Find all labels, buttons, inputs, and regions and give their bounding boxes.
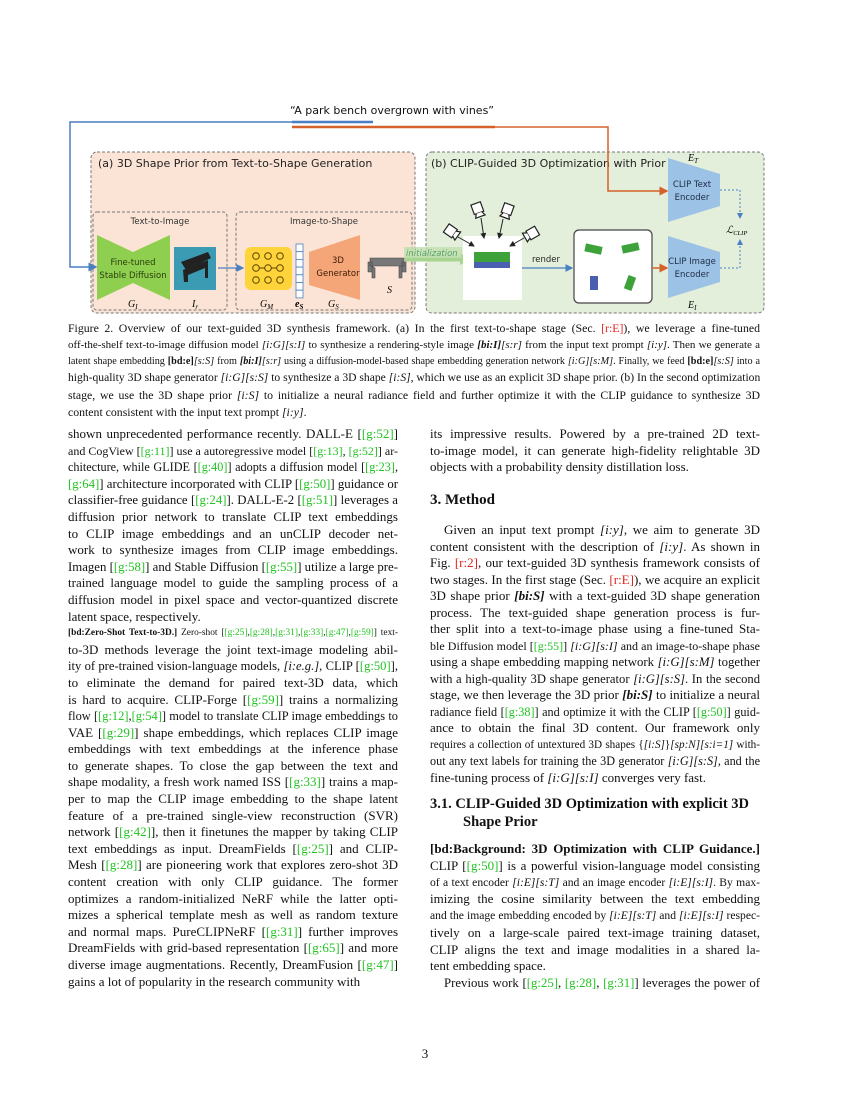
text-line: to CLIP image embeddings and an unCLIP decoder net- xyxy=(68,525,398,541)
citation-link[interactable]: [g:65] xyxy=(307,940,340,956)
text-line: embeddings with text embeddings at the inference phase xyxy=(68,741,398,757)
citation-link[interactable]: [g:29] xyxy=(102,724,135,740)
text-line: DreamFields with grid-based representation [[g:65]] and more xyxy=(68,940,398,956)
inline-math: [s:S] xyxy=(693,754,718,768)
text-line: 3D shape prior [bi:S] with a text-guided 3D shape generation xyxy=(430,588,760,603)
inline-math: [s:i=1] xyxy=(700,738,734,751)
inline-math: [s:S] xyxy=(659,671,685,686)
label-gi: $G_I$ xyxy=(128,299,138,311)
figure-2-diagram xyxy=(0,0,850,320)
citation-link[interactable]: [g:50] xyxy=(299,476,331,491)
text-line: process. The text-guided shape generation process is fur- xyxy=(430,604,760,620)
text-line: using a shape embedding mapping network [i:G][s:M] together xyxy=(430,655,760,669)
text-line: latent shape embedding [bd:e][s:S] from [bi:I][s:r] using a diffusion-model-based shape embedding generation network [i:G][s:M]. Finally, we feed [bd:e][s:S] into a xyxy=(68,355,760,367)
text-line: two stages. In the first stage (Sec. [r:E]), we acquire an explicit xyxy=(430,571,760,587)
inline-math: [bi:S] xyxy=(622,687,653,702)
inline-math: [s:I] xyxy=(691,875,714,889)
text-line: and normal maps. PureCLIPNeRF [[g:31]] further improves xyxy=(68,923,398,939)
citation-link[interactable]: [g:55] xyxy=(533,638,564,653)
label-ei: $E_I$ xyxy=(688,300,697,312)
text-line: [bd:Zero-Shot Text-to-3D.] Zero-shot [[g:25],[g:28],[g:31],[g:33],[g:47],[g:59]] text- xyxy=(68,628,398,639)
inline-math: [i:G] xyxy=(261,338,286,351)
citation-link[interactable]: [g:42] xyxy=(119,824,151,840)
inline-math: [s:S] xyxy=(713,355,734,367)
inline-math: [s:S] xyxy=(245,371,269,385)
text-line: optimizes a random-initialized NeRF while the latter opti- xyxy=(68,890,398,906)
clip-image-encoder-label: Encoder xyxy=(674,270,710,280)
clip-text-encoder-label: Encoder xyxy=(674,193,710,203)
fine-tuned-label: Fine-tuned xyxy=(110,258,156,268)
text-line: to-image model, it can generate high-fidelity relightable 3D xyxy=(430,442,760,458)
inline-math: [bd:Zero-Shot Text-to-3D.] xyxy=(68,628,178,639)
inline-math: [i:E] xyxy=(679,909,703,922)
text-line: its impressive results. Powered by a pre-trained 2D text- xyxy=(430,426,760,441)
citation-link[interactable]: [g:40] xyxy=(197,460,228,475)
inline-math: [i:G] xyxy=(220,371,246,385)
text-line: feature of a pre-trained single-view reconstruction (SVR) xyxy=(68,807,398,823)
citation-link[interactable]: [g:25] xyxy=(526,976,559,990)
text-line: tent embedding space. xyxy=(430,958,546,974)
panel-a-title: (a) 3D Shape Prior from Text-to-Shape Generation xyxy=(98,157,373,170)
text-line: of a text encoder [i:E][s:T] and an image encoder [i:E][s:I]. By max- xyxy=(430,875,760,889)
label-et: $E_T$ xyxy=(688,153,699,165)
inline-math: [i:G] xyxy=(570,638,596,653)
text-line: CLIP [[g:50]] is a powerful vision-language model consisting xyxy=(430,857,760,873)
section-heading-3-1-cont: Shape Prior xyxy=(463,814,538,830)
text-line: latent space, respectively. xyxy=(68,608,201,624)
text-line: high-quality 3D shape generator [i:G][s:S] to synthesize a 3D shape [i:S], which we use as an explicit 3D shape prior. (b) In the second optimization xyxy=(68,371,760,385)
inline-math: [s:T] xyxy=(535,875,560,889)
inline-math: [i:E] xyxy=(668,875,692,889)
text-line: to-3D methods leverage the joint text-image modeling abil- xyxy=(68,641,398,657)
text-line: work to synthesize images from CLIP image embeddings. xyxy=(68,542,398,558)
shape-embedding-vector xyxy=(296,244,303,298)
previous-work-paragraph xyxy=(430,975,760,992)
text-line: VAE [[g:29]] shape embeddings, which replaces CLIP image xyxy=(68,724,398,740)
page-number: 3 xyxy=(421,1046,429,1061)
label-lclip: ℒ$_{CLIP}$ xyxy=(726,225,748,237)
panel-b-title: (b) CLIP-Guided 3D Optimization with Prior xyxy=(431,157,666,170)
text-line: chitecture, while GLIDE [[g:40]] adopts a diffusion model [[g:23], xyxy=(68,460,398,475)
text-line: requires a collection of untextured 3D shapes {[i:S]}[sp:N][s:i=1] with- xyxy=(430,738,760,751)
text-line: and CogView [[g:11]] use a autoregressive model [[g:13], [g:52]] ar- xyxy=(68,443,398,458)
text-line: flow [[g:12],[g:54]] model to translate CLIP image embeddings to xyxy=(68,709,398,724)
citation-link[interactable]: [g:28] xyxy=(105,857,138,873)
text-line: trained language model to guide the sampling process of a xyxy=(68,575,398,591)
text-line: imizing the cosine similarity between the text embedding xyxy=(430,891,760,907)
method-paragraph xyxy=(430,522,760,786)
inline-math: [i:G] xyxy=(667,754,694,768)
rendered-views-box xyxy=(574,230,652,303)
text-line: tively on a large-scale paired text-image training dataset, xyxy=(430,924,760,940)
citation-link[interactable]: [g:50] xyxy=(466,857,499,873)
section-heading-3-1: 3.1. CLIP-Guided 3D Optimization with explicit 3D xyxy=(430,796,750,812)
text-line xyxy=(430,841,760,858)
inline-math: [bi:I] xyxy=(477,338,502,351)
citation-link[interactable]: [g:51] xyxy=(301,493,334,508)
text-line: Fig. [r:2], our text-guided 3D synthesis framework consists of xyxy=(430,555,760,570)
inline-math: [s:I] xyxy=(702,909,724,922)
citation-link[interactable]: [g:59] xyxy=(247,691,279,707)
inline-math: [i:G] xyxy=(633,671,660,686)
citation-link[interactable]: [g:58] xyxy=(113,559,146,574)
inline-math: [bd:e] xyxy=(687,355,714,367)
inline-math: [s:I] xyxy=(285,338,306,351)
citation-link[interactable]: [g:31] xyxy=(275,628,298,639)
3d-label: 3D xyxy=(332,256,344,266)
text-line: ance to obtain the final 3D content. Our framework only xyxy=(430,720,760,735)
text-line: shape modality, a fresh work named ISS [[g:33]] trains a map- xyxy=(68,774,398,790)
background-paragraph xyxy=(430,841,760,975)
text-line: ity of pre-trained vision-language models, [i:e.g.], CLIP [[g:50]], xyxy=(68,659,398,674)
text-line: content consistent with the description of [i:y]. As shown in xyxy=(430,538,760,554)
citation-link[interactable]: [g:11] xyxy=(140,443,170,458)
inline-math: [i:S] xyxy=(388,371,411,385)
text-line: text embeddings as input. DreamFields [[g:25]] and CLIP- xyxy=(68,840,398,856)
render-label: render xyxy=(531,255,561,265)
citation-link[interactable]: [g:31] xyxy=(603,976,635,990)
inline-math: [i:G] xyxy=(657,655,685,669)
cross-reference-link[interactable]: [r:2] xyxy=(454,555,478,570)
citation-link[interactable]: [g:50] xyxy=(696,704,727,719)
text-line: is hard to acquire. CLIP-Forge [[g:59]] trains a normalizing xyxy=(68,691,398,707)
clip-image-label: CLIP Image xyxy=(668,257,716,267)
stable-diffusion-label: Stable Diffusion xyxy=(99,271,167,281)
text-line: diffusion prior network to translate CLIP text embeddings xyxy=(68,508,398,524)
text-line: with a high-quality 3D shape generator [i:G][s:S]. In the second xyxy=(430,671,760,686)
text-line: ther split into a text-to-image phase using a fine-tuned Sta- xyxy=(430,621,760,636)
label-gs: $G_S$ xyxy=(328,299,339,311)
text-line: ble Diffusion model [[g:55]] [i:G][s:I] and an image-to-shape phase xyxy=(430,638,760,653)
text-line: Mesh [[g:28]] are pioneering work that explores zero-shot 3D xyxy=(68,857,398,873)
inline-math: [i:G] xyxy=(547,769,575,785)
section-heading-method: 3. Method xyxy=(430,492,495,508)
text-line: diffusion model in pixel space and vector-quantized discrete xyxy=(68,591,398,607)
citation-link[interactable]: [g:24] xyxy=(195,493,227,508)
citation-link[interactable]: [g:12] xyxy=(98,709,129,724)
text-line: [g:64]] architecture incorporated with CLIP [[g:50]] guidance or xyxy=(68,476,398,491)
citation-link[interactable]: [g:31] xyxy=(265,923,298,939)
text-line: mizes a spherical template mesh as well as random texture xyxy=(68,907,398,923)
text-prompt: “A park bench overgrown with vines” xyxy=(289,104,495,117)
citation-link[interactable]: [g:52] xyxy=(348,443,378,458)
text-line: gains a lot of popularity in the research community with xyxy=(68,973,361,989)
figure-caption xyxy=(68,320,760,421)
generator-label: Generator xyxy=(316,269,360,279)
text-line: CLIP aligns the text and image modalities in a shared la- xyxy=(430,941,760,957)
inline-math: [s:M] xyxy=(684,655,715,669)
text-line: objects with a probability density distillation loss. xyxy=(430,459,689,474)
citation-link[interactable]: [g:59] xyxy=(350,628,374,639)
cross-reference-link[interactable]: [r:E] xyxy=(609,571,634,587)
clip-text-label: CLIP Text xyxy=(672,180,712,190)
vine-bench-base xyxy=(474,262,510,268)
inline-math: [i:S] xyxy=(643,738,665,751)
text-line: classifier-free guidance [[g:24]]. DALL-E-2 [[g:51]] leverages a xyxy=(68,493,398,508)
inline-math: [i:G] xyxy=(567,355,590,367)
text-line: to generate shapes. To close the gap between the text and xyxy=(68,757,398,773)
text-line: radiance field [[g:38]] and optimize it with the CLIP [[g:50]] guid- xyxy=(430,704,760,719)
citation-link[interactable]: [g:13] xyxy=(313,443,343,458)
text-line: content consistent with the input text prompt [i:y]. xyxy=(68,404,307,419)
text-to-image-label: Text-to-Image xyxy=(130,217,190,227)
citation-link[interactable]: [g:25] xyxy=(296,840,329,856)
inline-math: [i:E] xyxy=(512,875,536,889)
text-line: fine-tuning process of [i:G][s:I] converges very fast. xyxy=(430,769,706,785)
text-line: per to map the CLIP image embedding to the shape latent xyxy=(68,791,398,807)
label-ir: $I_r$ xyxy=(192,299,199,311)
inline-math: [s:r] xyxy=(501,338,522,351)
label-es: $e_S$ xyxy=(295,299,304,311)
citation-link[interactable]: [g:25] xyxy=(224,628,248,639)
text-line: shown unprecedented performance recently. DALL-E [[g:52]] xyxy=(68,426,398,441)
text-line: to eliminate the demand for paired text-3D data, which xyxy=(68,674,398,690)
inline-math: [i:S] xyxy=(236,388,260,403)
text-line: Previous work [[g:25], [g:28], [g:31]] leverages the power of xyxy=(444,976,760,990)
citation-link[interactable]: [g:64] xyxy=(68,476,100,491)
inline-math: [sp:N] xyxy=(670,738,701,751)
text-line: Imagen [[g:58]] and Stable Diffusion [[g:55]] utilize a large pre- xyxy=(68,559,398,574)
label-s: S xyxy=(387,285,392,296)
label-gm: $G_M$ xyxy=(260,299,274,311)
text-line: out any text labels for training the 3D generator [i:G][s:S], and the xyxy=(430,754,760,768)
text-line: Given an input text prompt [i:y], we aim to generate 3D xyxy=(444,522,760,537)
inline-math: [i:E] xyxy=(609,909,633,922)
left-column-text xyxy=(68,426,398,990)
text-line: Figure 2. Overview of our text-guided 3D synthesis framework. (a) In the first text-to-shape stage (Sec. [r:E]), we leverage a fine-tuned xyxy=(68,321,760,335)
citation-link[interactable]: [g:55] xyxy=(265,559,298,574)
inline-math: [i:e.g.] xyxy=(283,659,320,674)
citation-link[interactable]: [g:28] xyxy=(564,976,597,990)
citation-link[interactable]: [g:47] xyxy=(361,957,394,972)
inline-math: [s:M] xyxy=(589,355,614,367)
text-line: off-the-shelf text-to-image diffusion model [i:G][s:I] to synthesize a rendering-style image [bi:I][s:r] from the input text prompt [i:y]. Then we generate a xyxy=(68,338,760,351)
inline-math: [i:y] xyxy=(281,404,304,419)
inline-math: [i:y] xyxy=(659,538,684,554)
text-line: stage, we then leverage the 3D prior [bi:S] to initialize a neural xyxy=(430,687,760,702)
right-column-intro xyxy=(430,426,760,476)
inline-math: [s:S] xyxy=(193,355,215,367)
citation-link[interactable]: [g:54] xyxy=(131,709,162,724)
citation-link[interactable]: [g:33] xyxy=(300,628,324,639)
inline-math: [i:y] xyxy=(600,522,624,537)
cross-reference-link[interactable]: [r:E] xyxy=(601,321,624,335)
text-line: network [[g:42]], then it finetunes the mapper by taking CLIP xyxy=(68,824,398,840)
text-line: diverse image augmentations. Recently, DreamFusion [[g:47]] xyxy=(68,957,398,972)
citation-link[interactable]: [g:52] xyxy=(361,426,394,441)
citation-link[interactable]: [g:47] xyxy=(325,628,349,639)
inline-math: [bi:S] xyxy=(514,588,545,603)
image-to-shape-label: Image-to-Shape xyxy=(289,217,359,227)
inline-math: [s:r] xyxy=(261,355,282,367)
inline-math: [bd:e] xyxy=(167,355,194,367)
citation-link[interactable]: [g:50] xyxy=(359,659,391,674)
inline-math: [bd:Background: 3D Optimization with CLIP Guidance.] xyxy=(430,841,760,856)
inline-math: [s:T] xyxy=(632,909,657,922)
inline-math: [i:y] xyxy=(646,338,668,351)
citation-link[interactable]: [g:33] xyxy=(289,774,321,790)
citation-link[interactable]: [g:28] xyxy=(249,628,273,639)
citation-link[interactable]: [g:23] xyxy=(365,460,395,475)
inline-math: [s:I] xyxy=(574,769,599,785)
text-line: and the image embedding encoded by [i:E][s:T] and [i:E][s:I] respec- xyxy=(430,909,760,922)
text-line: content creation with only CLIP guidance. The former xyxy=(68,874,398,890)
inline-math: [s:I] xyxy=(595,638,618,653)
initialization-label: initialization xyxy=(406,249,458,259)
citation-link[interactable]: [g:38] xyxy=(504,704,535,719)
inline-math: [bi:I] xyxy=(239,355,262,367)
text-line: stage, we use the 3D shape prior [i:S] to initialize a neural radiance field and further optimize it with the CLIP guidance to synthesize 3D xyxy=(68,388,760,403)
